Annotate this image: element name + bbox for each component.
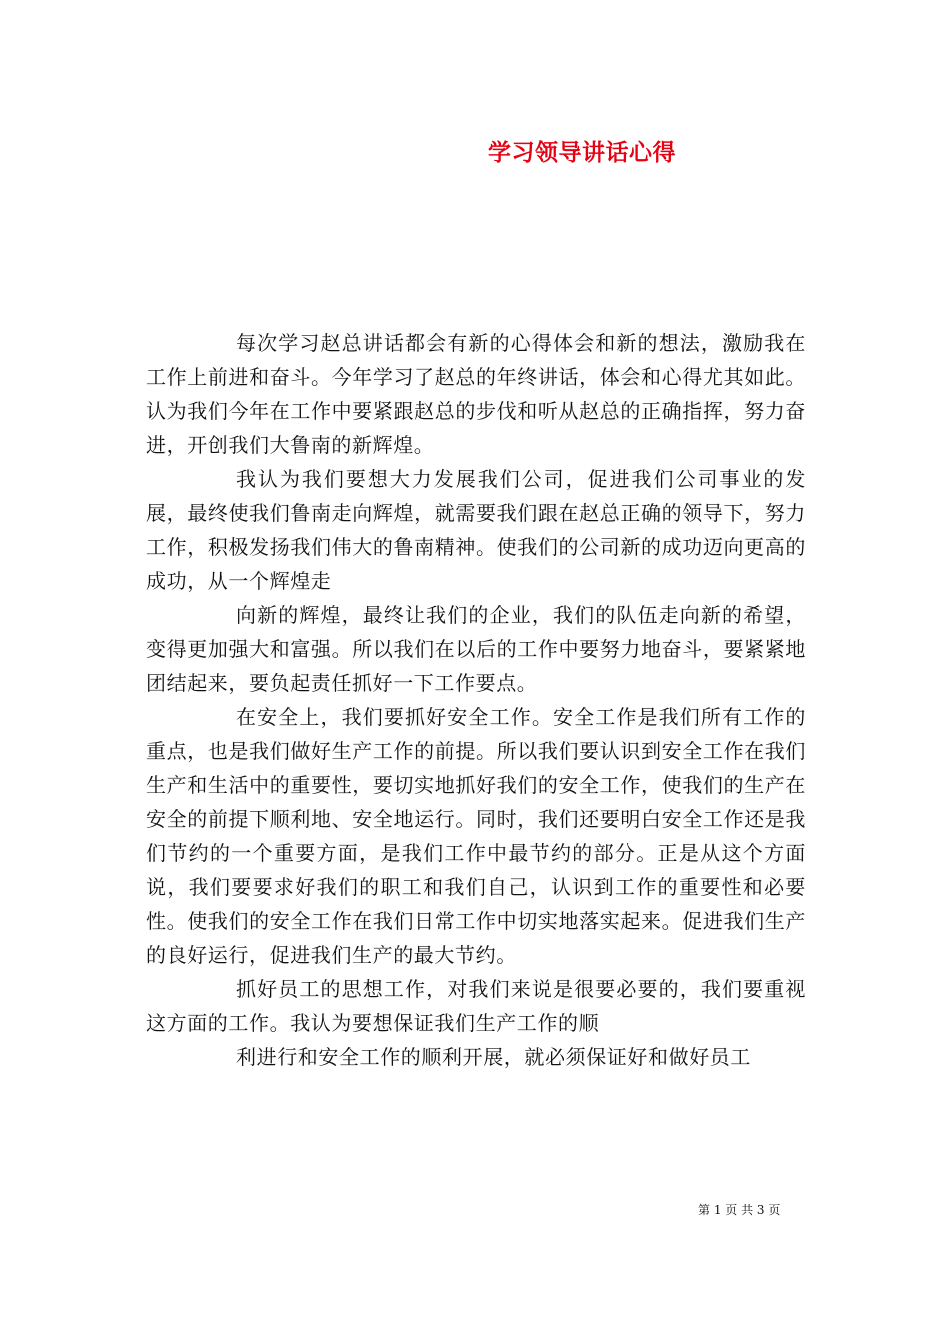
paragraph-5: 抓好员工的思想工作，对我们来说是很要必要的，我们要重视这方面的工作。我认为要想保证我们生产工作的顺 bbox=[146, 977, 806, 1035]
document-title: 学习领导讲话心得 bbox=[488, 139, 676, 166]
paragraph-2: 我认为我们要想大力发展我们公司，促进我们公司事业的发展，最终使我们鲁南走向辉煌，就需要我们跟在赵总正确的领导下，努力工作，积极发扬我们伟大的鲁南精神。使我们的公司新的成功迈向更高的成功，从一个辉煌走 bbox=[146, 467, 806, 593]
paragraph-4: 在安全上，我们要抓好安全工作。安全工作是我们所有工作的重点，也是我们做好生产工作的前提。所以我们要认识到安全工作在我们生产和生活中的重要性，要切实地抓好我们的安全工作，使我们的生产在安全的前提下顺利地、安全地运行。同时，我们还要明白安全工作还是我们节约的一个重要方面，是我们工作中最节约的部分。正是从这个方面说，我们要要求好我们的职工和我们自己，认识到工作的重要性和必要性。使我们的安全工作在我们日常工作中切实地落实起来。促进我们生产的良好运行，促进我们生产的最大节约。 bbox=[146, 705, 806, 967]
paragraph-6: 利进行和安全工作的顺利开展，就必须保证好和做好员工 bbox=[236, 1045, 751, 1069]
document-body bbox=[146, 326, 806, 1074]
paragraph-1: 每次学习赵总讲话都会有新的心得体会和新的想法，激励我在工作上前进和奋斗。今年学习了赵总的年终讲话，体会和心得尤其如此。认为我们今年在工作中要紧跟赵总的步伐和听从赵总的正确指挥，努力奋进，开创我们大鲁南的新辉煌。 bbox=[146, 331, 806, 457]
paragraph-3: 向新的辉煌，最终让我们的企业，我们的队伍走向新的希望，变得更加强大和富强。所以我们在以后的工作中要努力地奋斗，要紧紧地团结起来，要负起责任抓好一下工作要点。 bbox=[146, 603, 806, 695]
page-number: 第 1 页 共 3 页 bbox=[698, 1203, 781, 1217]
